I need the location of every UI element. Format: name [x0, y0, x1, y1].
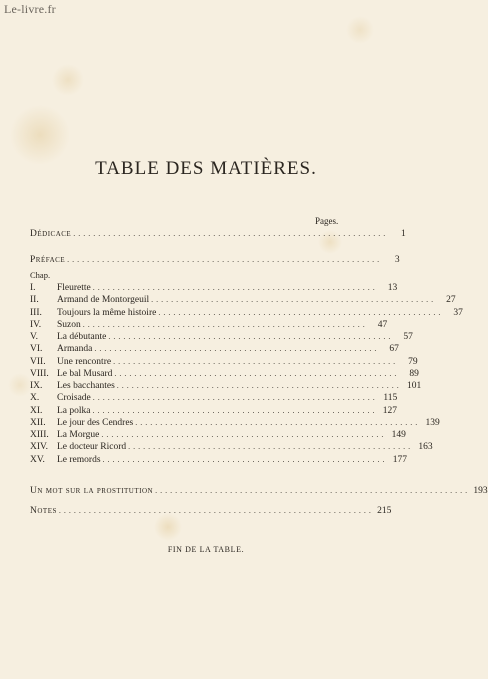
leader-dots: . . . . . . . . . . . . . . . . . . . . . . . . . . . . . . . . . . . . . . . . . . . . . . . . . . . . . . . . . [158, 307, 441, 317]
chapter-title: Les bacchantes [57, 381, 115, 391]
chapter-row [30, 417, 440, 429]
chapter-number: V. [30, 332, 39, 342]
chapter-title: La débutante [57, 332, 107, 342]
chapter-title: Une rencontre [57, 356, 112, 367]
chapter-number: III. [30, 307, 42, 318]
toc-entry-preface [30, 254, 400, 266]
chapter-page: 127 [382, 405, 398, 416]
chapter-row [30, 294, 456, 306]
chapter-number: VI. [30, 344, 43, 355]
chapter-page: 139 [425, 417, 440, 428]
chapter-title: Le remords [57, 454, 101, 465]
leader-dots: . . . . . . . . . . . . . . . . . . . . . . . . . . . . . . . . . . . . . . . . . . . . . . . . . . . . . . . . . [113, 356, 396, 366]
chapter-number: XIII. [30, 430, 49, 440]
chapter-number: IV. [30, 319, 42, 330]
chapter-number: I. [30, 283, 36, 293]
chapter-title: Le jour des Cendres [57, 417, 134, 428]
leader-dots: . . . . . . . . . . . . . . . . . . . . . . . . . . . . . . . . . . . . . . . . . . . . . . . . . . . . . . . . . [128, 442, 411, 452]
page-title: TABLE DES MATIÈRES. [95, 158, 317, 179]
chapter-page: 37 [453, 307, 463, 318]
leader-dots: . . . . . . . . . . . . . . . . . . . . . . . . . . . . . . . . . . . . . . . . . . . . . . . . . . . . . . . . . . . . . . . [73, 229, 386, 238]
chapter-page: 89 [409, 368, 419, 379]
leader-dots: . . . . . . . . . . . . . . . . . . . . . . . . . . . . . . . . . . . . . . . . . . . . . . . . . . . . . . . . . [92, 393, 376, 403]
toc-entry-label: Préface [30, 255, 66, 265]
chapter-title: Armand de Montorgeuil [57, 295, 150, 306]
chapter-number: X. [30, 393, 40, 404]
chapter-column-header: Chap. [30, 270, 51, 280]
chapter-title: Croisade [57, 393, 91, 404]
chapter-number: XV. [30, 454, 45, 465]
leader-dots: . . . . . . . . . . . . . . . . . . . . . . . . . . . . . . . . . . . . . . . . . . . . . . . . . . . . . . . . . . . . . . . [67, 255, 380, 264]
toc-entry-notes [30, 505, 392, 517]
chapter-page: 79 [408, 356, 418, 367]
toc-entry-mot [30, 485, 488, 497]
chapter-row [30, 429, 406, 441]
leader-dots: . . . . . . . . . . . . . . . . . . . . . . . . . . . . . . . . . . . . . . . . . . . . . . . . . . . . . . . . . [102, 454, 386, 464]
chapter-row [30, 454, 408, 466]
chapter-title: La polka [57, 405, 91, 416]
chapter-number: VII. [30, 356, 46, 367]
chapter-title: La Morgue [57, 430, 100, 440]
leader-dots: . . . . . . . . . . . . . . . . . . . . . . . . . . . . . . . . . . . . . . . . . . . . . . . . . . . . . . . . . [101, 430, 384, 439]
leader-dots: . . . . . . . . . . . . . . . . . . . . . . . . . . . . . . . . . . . . . . . . . . . . . . . . . . . . . . . . . [94, 344, 377, 354]
chapter-row [30, 392, 398, 404]
chapter-title: Le docteur Ricord [57, 442, 127, 453]
leader-dots: . . . . . . . . . . . . . . . . . . . . . . . . . . . . . . . . . . . . . . . . . . . . . . . . . . . . . . . . . [151, 295, 434, 305]
chapter-page: 149 [391, 430, 406, 440]
chapter-page: 101 [407, 381, 422, 391]
chapter-title: Le bal Musard [57, 368, 113, 379]
watermark: Le-livre.fr [4, 2, 56, 16]
chapter-row [30, 282, 398, 294]
end-of-table: FIN DE LA TABLE. [167, 545, 245, 554]
leader-dots: . . . . . . . . . . . . . . . . . . . . . . . . . . . . . . . . . . . . . . . . . . . . . . . . . . . . . . . . . [108, 332, 391, 341]
leader-dots: . . . . . . . . . . . . . . . . . . . . . . . . . . . . . . . . . . . . . . . . . . . . . . . . . . . . . . . . . . . . . . . [155, 486, 468, 495]
chapter-title: Armanda [57, 344, 93, 355]
chapter-title: Suzon [57, 319, 81, 330]
toc-entry-page: 3 [394, 255, 400, 265]
toc-entry-label: Dédicace [30, 229, 72, 239]
leader-dots: . . . . . . . . . . . . . . . . . . . . . . . . . . . . . . . . . . . . . . . . . . . . . . . . . . . . . . . . . [114, 368, 397, 378]
chapter-page: 13 [387, 283, 398, 293]
chapter-row [30, 368, 419, 380]
toc-entry-label: Un mot sur la prostitution [30, 486, 154, 496]
chapter-page: 27 [446, 295, 456, 306]
chapter-page: 67 [389, 344, 399, 355]
chapter-number: XI. [30, 405, 43, 416]
leader-dots: . . . . . . . . . . . . . . . . . . . . . . . . . . . . . . . . . . . . . . . . . . . . . . . . . . . . . . . . . [135, 417, 418, 427]
chapter-row [30, 343, 399, 355]
chapter-row [30, 319, 388, 331]
chapter-row [30, 331, 413, 343]
chapter-page: 115 [383, 393, 398, 404]
leader-dots: . . . . . . . . . . . . . . . . . . . . . . . . . . . . . . . . . . . . . . . . . . . . . . . . . . . . . . . . . [92, 283, 376, 292]
leader-dots: . . . . . . . . . . . . . . . . . . . . . . . . . . . . . . . . . . . . . . . . . . . . . . . . . . . . . . . . . [82, 319, 366, 329]
chapter-number: XII. [30, 417, 46, 428]
leader-dots: . . . . . . . . . . . . . . . . . . . . . . . . . . . . . . . . . . . . . . . . . . . . . . . . . . . . . . . . . [116, 381, 400, 390]
chapter-page: 47 [377, 319, 388, 330]
toc-entry-page: 215 [377, 506, 392, 516]
chapter-row [30, 356, 418, 368]
chapter-number: VIII. [30, 368, 49, 379]
chapter-number: XIV. [30, 442, 49, 453]
leader-dots: . . . . . . . . . . . . . . . . . . . . . . . . . . . . . . . . . . . . . . . . . . . . . . . . . . . . . . . . . [92, 405, 376, 415]
toc-entry-dedicace [30, 228, 406, 240]
chapter-page: 163 [418, 442, 433, 453]
chapter-title: Fleurette [57, 283, 91, 293]
chapter-row [30, 307, 463, 319]
chapter-page: 177 [392, 454, 408, 465]
chapter-number: IX. [30, 381, 43, 391]
chapter-row [30, 380, 422, 392]
chapter-number: II. [30, 295, 39, 306]
toc-entry-page: 193 [473, 486, 488, 496]
toc-entry-page: 1 [400, 229, 406, 239]
pages-column-header: Pages. [315, 216, 339, 226]
chapter-title: Toujours la même histoire [57, 307, 157, 318]
leader-dots: . . . . . . . . . . . . . . . . . . . . . . . . . . . . . . . . . . . . . . . . . . . . . . . . . . . . . . . . . . . . . . . [58, 506, 372, 515]
chapter-page: 57 [403, 332, 413, 342]
toc-entry-label: Notes [30, 506, 57, 516]
chapter-row [30, 441, 433, 453]
chapter-row [30, 405, 398, 417]
